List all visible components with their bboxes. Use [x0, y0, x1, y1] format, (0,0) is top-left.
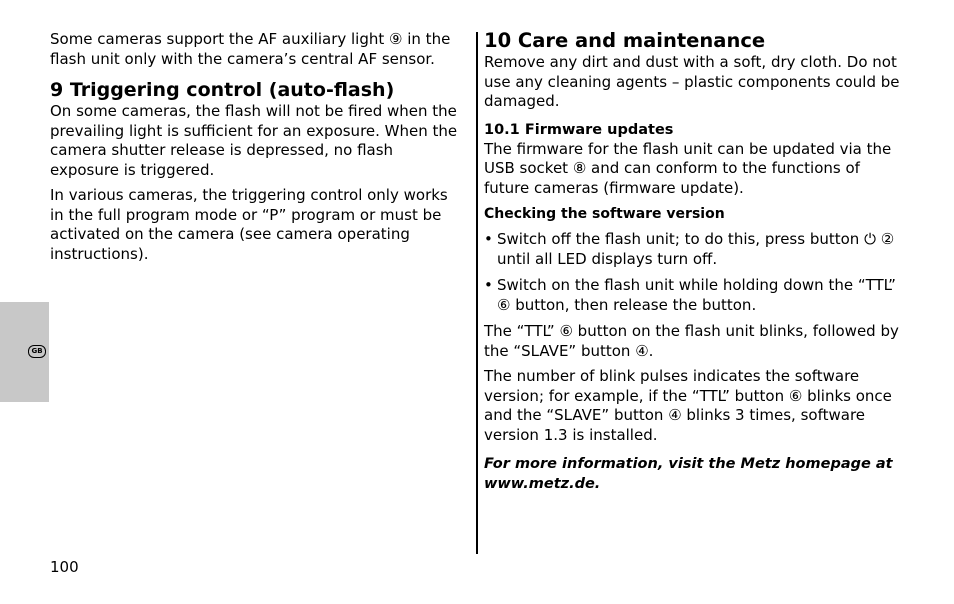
- list-item-text: Switch on the flash unit while holding down the “TTL” ⑥ button, then release the button.: [497, 276, 896, 314]
- section-9-paragraph-1: On some cameras, the flash will not be fired when the prevailing light is sufficient for an exposure. When the camera shutter release is depressed, no flash exposure is triggered.: [50, 102, 458, 179]
- section-10-heading: 10 Care and maintenance: [484, 29, 766, 52]
- left-column: [50, 30, 465, 270]
- list-item: [484, 276, 904, 315]
- list-item: [484, 230, 904, 269]
- homepage-note: For more information, visit the Metz homepage at www.metz.de.: [484, 456, 893, 492]
- section-10-1-text: The firmware for the flash unit can be updated via the USB socket ⑧ and can conform to the functions of future cameras (firmware update).: [484, 139, 892, 197]
- list-item-text: Switch off the flash unit; to do this, press button ⏻ ② until all LED displays turn off.: [497, 230, 895, 268]
- af-light-note: Some cameras support the AF auxiliary light ⑨ in the flash unit only with the camera’s central AF sensor.: [50, 30, 451, 68]
- checking-steps: [484, 230, 904, 315]
- checking-heading: Checking the software version: [484, 206, 725, 222]
- blink-pulses-paragraph: The number of blink pulses indicates the software version; for example, if the “TTL” button ⑥ blinks once and the “SLAVE” button ④ blinks 3 times, software version 1.3 is installed.: [484, 367, 892, 444]
- section-10-1-heading: 10.1 Firmware updates: [484, 121, 674, 138]
- gb-badge: GB: [28, 345, 46, 358]
- column-divider: [476, 32, 478, 554]
- bullet-icon: •: [484, 230, 493, 248]
- blink-paragraph: The “TTL” ⑥ button on the flash unit blinks, followed by the “SLAVE” button ④.: [484, 322, 899, 360]
- section-9-paragraph-2: In various cameras, the triggering control only works in the full program mode or “P” program or must be activated on the camera (see camera operating instructions).: [50, 186, 448, 263]
- section-10-intro: Remove any dirt and dust with a soft, dry cloth. Do not use any cleaning agents – plastic components could be damaged.: [484, 53, 900, 110]
- right-column: [484, 30, 904, 500]
- section-9-heading: 9 Triggering control (auto-flash): [50, 79, 395, 101]
- page-number: 100: [50, 558, 79, 576]
- bullet-icon: •: [484, 276, 493, 294]
